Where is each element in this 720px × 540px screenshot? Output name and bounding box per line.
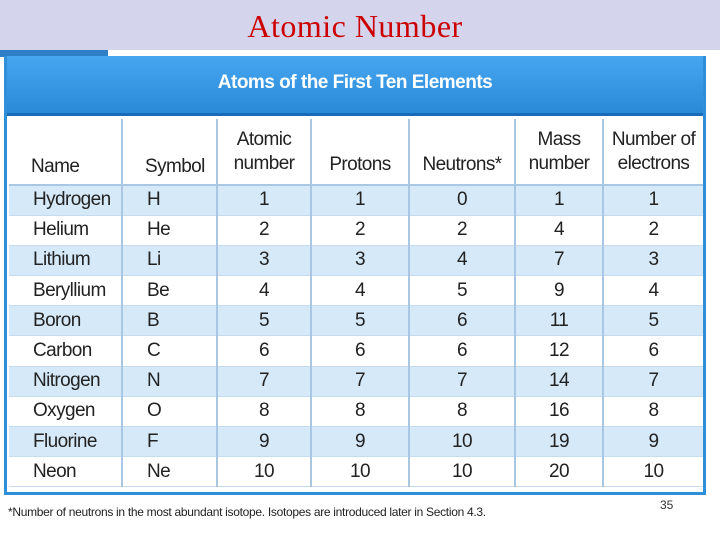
elements-table-frame <box>4 56 706 494</box>
cell-neutrons: 7 <box>409 366 515 396</box>
cell-atomic-number: 6 <box>217 336 311 366</box>
cell-electrons: 6 <box>603 336 703 366</box>
table-title: Atoms of the First Ten Elements <box>217 72 493 93</box>
cell-symbol: Ne <box>122 457 217 487</box>
cell-name: Nitrogen <box>9 366 122 396</box>
header-electrons-line2: electrons <box>617 152 690 174</box>
table-row <box>9 245 703 275</box>
cell-neutrons: 6 <box>409 336 515 366</box>
table-title-band <box>7 56 703 116</box>
cell-symbol: H <box>122 185 217 215</box>
header-mass-number <box>515 119 603 185</box>
cell-electrons: 9 <box>603 427 703 457</box>
cell-protons: 6 <box>311 336 409 366</box>
cell-electrons: 2 <box>603 215 703 245</box>
cell-atomic-number: 10 <box>217 457 311 487</box>
cell-symbol: O <box>122 396 217 426</box>
cell-symbol: B <box>122 306 217 336</box>
cell-name: Neon <box>9 457 122 487</box>
cell-electrons: 3 <box>603 245 703 275</box>
table-row <box>9 457 703 487</box>
cell-neutrons: 8 <box>409 396 515 426</box>
table-row <box>9 427 703 457</box>
cell-mass-number: 19 <box>515 427 603 457</box>
table-row <box>9 396 703 426</box>
page-number: 35 <box>660 498 674 512</box>
cell-electrons: 8 <box>603 396 703 426</box>
cell-electrons: 4 <box>603 276 703 306</box>
cell-mass-number: 16 <box>515 396 603 426</box>
cell-neutrons: 4 <box>409 245 515 275</box>
cell-atomic-number: 8 <box>217 396 311 426</box>
cell-mass-number: 11 <box>515 306 603 336</box>
table-header-row <box>9 119 703 185</box>
cell-electrons: 1 <box>603 185 703 215</box>
cell-electrons: 10 <box>603 457 703 487</box>
cell-name: Beryllium <box>9 276 122 306</box>
cell-mass-number: 1 <box>515 185 603 215</box>
table-row <box>9 185 703 215</box>
cell-name: Hydrogen <box>9 185 122 215</box>
table-row <box>9 366 703 396</box>
cell-symbol: F <box>122 427 217 457</box>
cell-neutrons: 2 <box>409 215 515 245</box>
cell-protons: 10 <box>311 457 409 487</box>
cell-protons: 9 <box>311 427 409 457</box>
cell-symbol: C <box>122 336 217 366</box>
header-electrons <box>603 119 703 185</box>
cell-protons: 7 <box>311 366 409 396</box>
cell-protons: 3 <box>311 245 409 275</box>
header-neutrons: Neutrons* <box>409 119 515 185</box>
cell-electrons: 5 <box>603 306 703 336</box>
header-atomic-number-line2: number <box>233 152 295 174</box>
cell-name: Lithium <box>9 245 122 275</box>
cell-neutrons: 0 <box>409 185 515 215</box>
cell-atomic-number: 2 <box>217 215 311 245</box>
header-atomic-number <box>217 119 311 185</box>
table-row <box>9 215 703 245</box>
header-mass-number-line2: number <box>528 152 590 174</box>
cell-protons: 4 <box>311 276 409 306</box>
cell-mass-number: 14 <box>515 366 603 396</box>
header-protons: Protons <box>311 119 409 185</box>
cell-neutrons: 10 <box>409 457 515 487</box>
cell-protons: 1 <box>311 185 409 215</box>
header-electrons-line1: Number of <box>611 128 696 150</box>
cell-neutrons: 5 <box>409 276 515 306</box>
cell-name: Oxygen <box>9 396 122 426</box>
header-mass-number-line1: Mass <box>537 128 581 150</box>
elements-table <box>9 119 703 487</box>
cell-atomic-number: 7 <box>217 366 311 396</box>
cell-mass-number: 7 <box>515 245 603 275</box>
cell-protons: 8 <box>311 396 409 426</box>
header-name: Name <box>9 119 122 185</box>
cell-symbol: Li <box>122 245 217 275</box>
cell-protons: 5 <box>311 306 409 336</box>
cell-neutrons: 6 <box>409 306 515 336</box>
table-row <box>9 336 703 366</box>
cell-atomic-number: 3 <box>217 245 311 275</box>
cell-electrons: 7 <box>603 366 703 396</box>
table-bottom-rule <box>4 492 706 495</box>
cell-neutrons: 10 <box>409 427 515 457</box>
header-atomic-number-line1: Atomic <box>236 128 292 150</box>
cell-atomic-number: 5 <box>217 306 311 336</box>
cell-mass-number: 4 <box>515 215 603 245</box>
cell-atomic-number: 1 <box>217 185 311 215</box>
cell-protons: 2 <box>311 215 409 245</box>
cell-atomic-number: 4 <box>217 276 311 306</box>
cell-mass-number: 9 <box>515 276 603 306</box>
table-row <box>9 276 703 306</box>
cell-symbol: Be <box>122 276 217 306</box>
table-footnote: *Number of neutrons in the most abundant isotope. Isotopes are introduced later in Section 4.3. <box>8 505 486 519</box>
table-row <box>9 306 703 336</box>
cell-name: Boron <box>9 306 122 336</box>
cell-name: Fluorine <box>9 427 122 457</box>
cell-atomic-number: 9 <box>217 427 311 457</box>
slide-title: Atomic Number <box>247 8 463 44</box>
cell-name: Helium <box>9 215 122 245</box>
cell-name: Carbon <box>9 336 122 366</box>
cell-mass-number: 12 <box>515 336 603 366</box>
cell-symbol: N <box>122 366 217 396</box>
cell-symbol: He <box>122 215 217 245</box>
header-symbol: Symbol <box>122 119 217 185</box>
cell-mass-number: 20 <box>515 457 603 487</box>
